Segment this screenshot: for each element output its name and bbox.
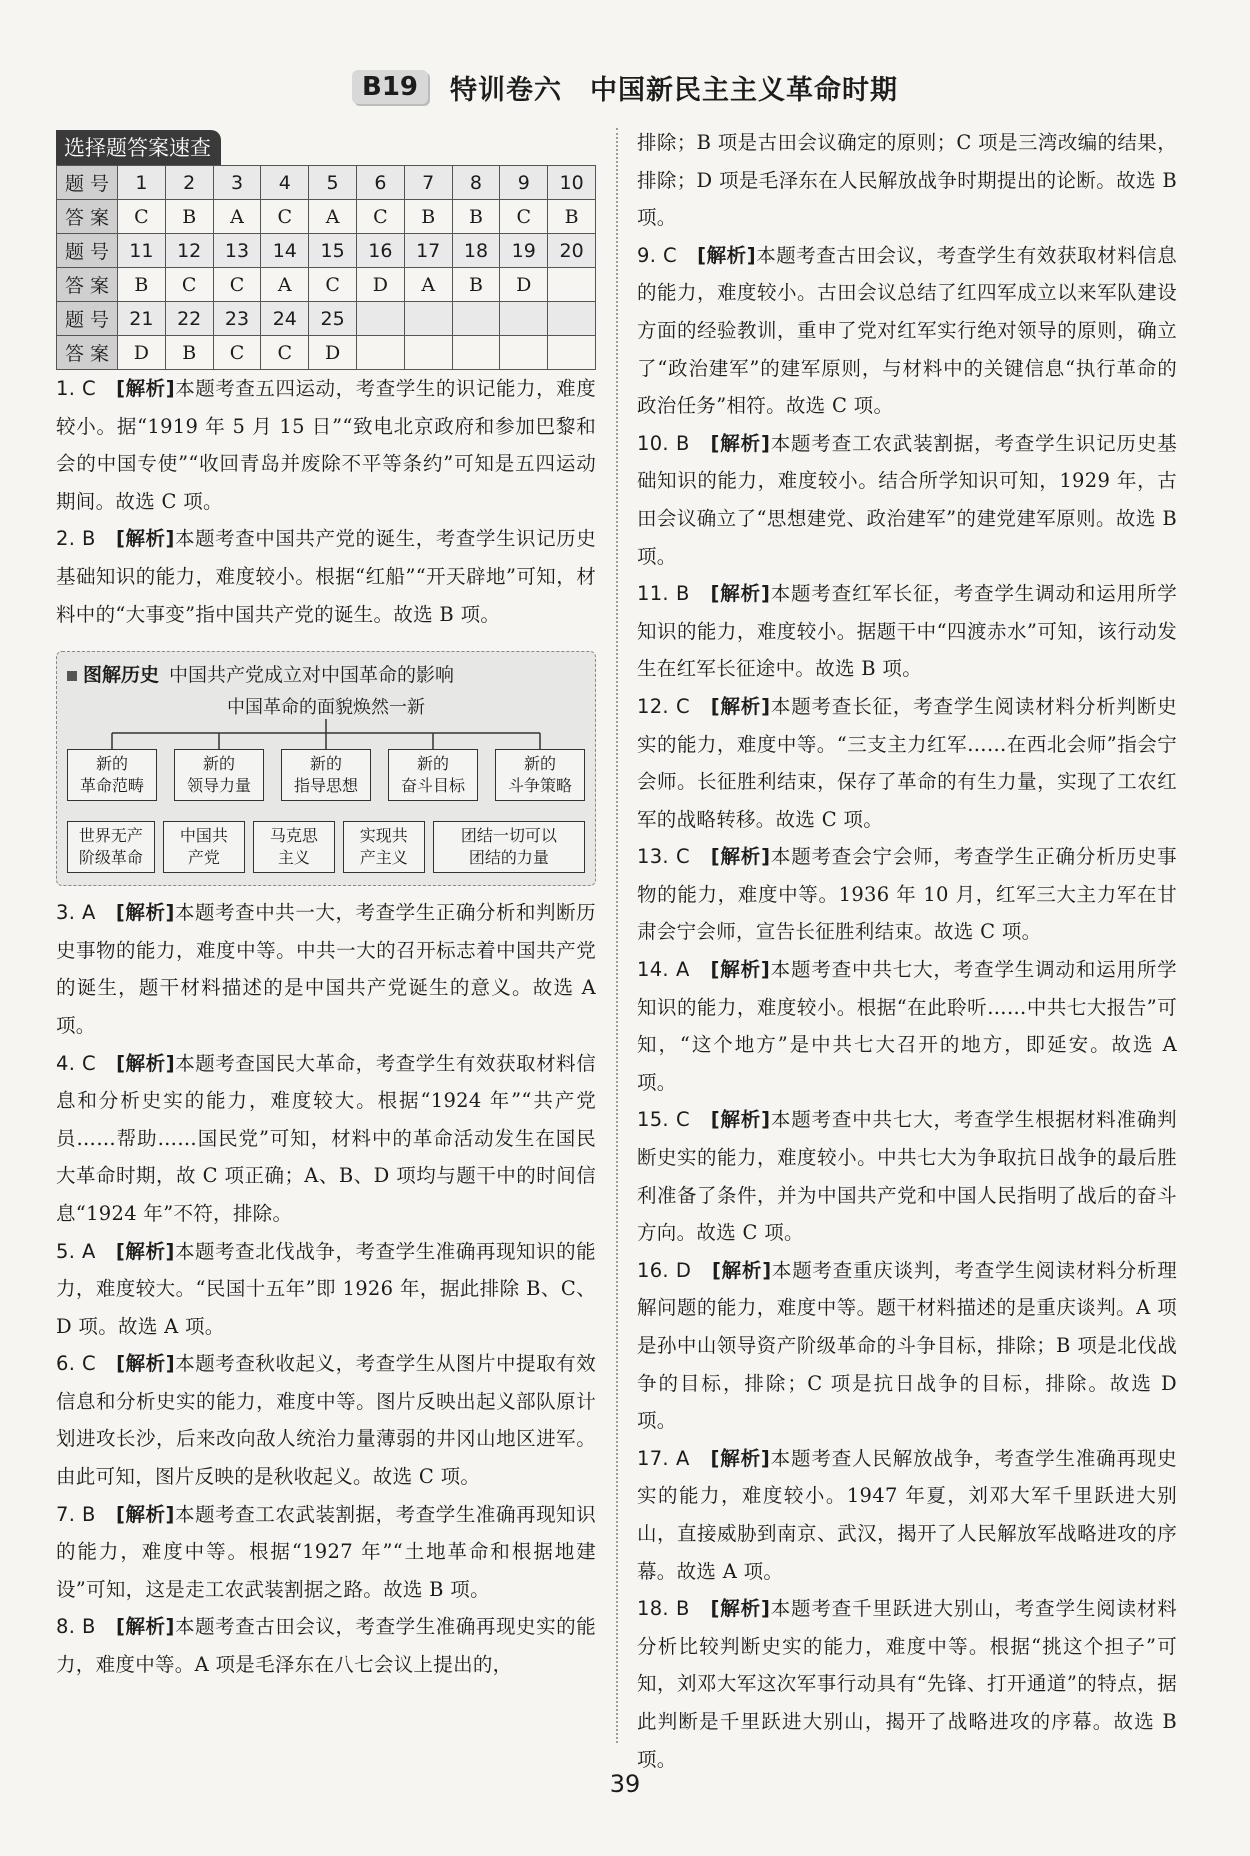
item-text: 本题考查古田会议，考查学生准确再现史实的能力，难度中等。A 项是毛泽东在八七会议上提出的， [56, 1615, 597, 1677]
diagram-connectors [67, 719, 585, 749]
row-label: 题 号 [57, 234, 118, 268]
item-text: 本题考查秋收起义，考查学生从图片中提取有效信息和分析史实的能力，难度中等。图片反映出起义部队原计划进攻长沙，后来改向敌人统治力量薄弱的井冈山地区进军。由此可知，图片反映的是秋收起义。故选 C 项。 [56, 1352, 596, 1489]
answer-cell: A [404, 268, 452, 302]
analysis-tag: [解析] [115, 1615, 175, 1639]
diagram-label: 图解历史 [83, 664, 160, 687]
row-label: 题 号 [57, 302, 118, 336]
question-number-cell: 8 [452, 166, 500, 200]
item-number: 7. B [56, 1502, 116, 1526]
answer-row [57, 268, 596, 302]
item-text: 本题考查北伐战争，考查学生准确再现知识的能力，难度较大。“民国十五年”即 1926 年，据此排除 B、C、D 项。故选 A 项。 [56, 1239, 596, 1338]
question-number-cell: 17 [404, 234, 452, 268]
analysis-tag: [解析] [116, 1051, 175, 1075]
answer-cell: A [213, 200, 261, 234]
item-number: 2. B [56, 527, 116, 551]
analysis-tag: [解析] [710, 582, 771, 606]
item-number: 11. B [637, 582, 711, 606]
question-number-cell [404, 302, 452, 336]
question-number-cell: 25 [309, 302, 357, 336]
analysis-tag: [解析] [710, 1108, 771, 1132]
item-number: 10. B [637, 431, 711, 455]
explanation-item [56, 1608, 596, 1683]
analysis-tag: [解析] [115, 1239, 175, 1263]
explanation-item [637, 575, 1177, 688]
item-number: 8. B [56, 1615, 116, 1639]
answer-cell: B [452, 200, 500, 234]
item-number: 12. C [637, 694, 711, 718]
page-header [0, 62, 1250, 112]
analysis-tag: [解析] [116, 1352, 175, 1376]
explanations-right [637, 237, 1177, 1778]
question-number-row [57, 166, 596, 200]
item-number: 13. C [637, 845, 711, 869]
question-number-cell: 2 [165, 166, 213, 200]
diagram-title: 中国共产党成立对中国革命的影响 [169, 664, 455, 687]
item-text: 本题考查人民解放战争，考查学生准确再现史实的能力，难度较小。1947 年夏，刘邓大军千里跃进大别山，直接威胁到南京、武汉，揭开了人民解放军战略进攻的序幕。故选 A 项。 [637, 1446, 1177, 1583]
question-number-cell: 11 [118, 234, 166, 268]
question-number-cell: 9 [500, 166, 548, 200]
explanation-item [637, 688, 1177, 838]
analysis-tag: [解析] [710, 958, 771, 982]
explanation-item [56, 894, 596, 1044]
answer-cell: C [213, 336, 261, 370]
item-text: 本题考查中共一大，考查学生正确分析和判断历史事物的能力，难度中等。中共一大的召开标志着中国共产党的诞生，题干材料描述的是中国共产党诞生的意义。故选 A 项。 [56, 901, 596, 1037]
analysis-tag: [解析] [115, 527, 175, 551]
analysis-tag: [解析] [710, 845, 771, 869]
question-number-cell: 21 [118, 302, 166, 336]
page-title: 特训卷六 中国新民主主义革命时期 [450, 74, 898, 106]
diagram-node: 新的 领导力量 [174, 749, 264, 801]
diagram-node: 团结一切可以 团结的力量 [433, 821, 585, 873]
item-number: 3. A [56, 901, 116, 925]
question-number-cell: 19 [500, 234, 548, 268]
item-text: 本题考查重庆谈判，考查学生阅读材料分析理解问题的能力，难度中等。题干材料描述的是重庆谈判。A 项是孙中山领导资产阶级革命的斗争目标，排除；B 项是北伐战争的目标，排除；C 项是抗日战争的目标，排除。故选 D 项。 [637, 1258, 1177, 1433]
explanation-item [637, 1590, 1177, 1778]
explanation-item [637, 237, 1177, 425]
question-number-cell: 12 [165, 234, 213, 268]
answer-cell: B [404, 200, 452, 234]
diagram-header [67, 660, 585, 687]
diagram-node: 新的 指导思想 [281, 749, 371, 801]
explanation-item [637, 425, 1177, 575]
diagram-row-2 [67, 821, 585, 873]
quick-answers-label: 选择题答案速查 [56, 130, 221, 165]
item-text: 本题考查中国共产党的诞生，考查学生识记历史基础知识的能力，难度较小。根据“红船”“开天辟地”可知，材料中的“大事变”指中国共产党的诞生。故选 B 项。 [56, 527, 597, 626]
answer-cell: A [261, 268, 309, 302]
question-number-cell: 1 [118, 166, 166, 200]
page-number: 39 [609, 1770, 641, 1798]
item-text: 本题考查工农武装割据，考查学生识记历史基础知识的能力，难度较小。结合所学知识可知，1929 年，古田会议确立了“思想建党、政治建军”的建党建军原则。故选 B 项。 [637, 431, 1177, 568]
question-number-cell [356, 302, 404, 336]
explanation-item [637, 1252, 1177, 1440]
explanation-item [637, 951, 1177, 1101]
answer-cell [404, 336, 452, 370]
answer-cell: C [213, 268, 261, 302]
answer-cell [548, 336, 596, 370]
answer-row [57, 200, 596, 234]
item-text: 本题考查长征，考查学生阅读材料分析判断史实的能力，难度中等。“三支主力红军……在西北会师”指会宁会师。长征胜利结束，保存了革命的有生力量，实现了工农红军的战略转移。故选 C 项。 [637, 694, 1177, 831]
answer-cell [452, 336, 500, 370]
explanation-item [56, 1045, 596, 1233]
explanation-item [637, 1101, 1177, 1251]
analysis-tag: [解析] [115, 901, 175, 925]
item-text: 本题考查中共七大，考查学生调动和运用所学知识的能力，难度较小。根据“在此聆听……中共七大报告”可知，“这个地方”是中共七大召开的地方，即延安。故选 A 项。 [637, 958, 1177, 1094]
item-number: 4. C [56, 1051, 117, 1075]
question-number-cell: 20 [548, 234, 596, 268]
analysis-tag: [解析] [697, 243, 756, 267]
question-number-cell: 7 [404, 166, 452, 200]
item-number: 14. A [637, 958, 711, 982]
item-text: 本题考查五四运动，考查学生的识记能力，难度较小。据“1919 年 5 月 15 日”“致电北京政府和参加巴黎和会的中国专使”“收回青岛并废除不平等条约”可知是五四运动期间。故选 C 项。 [56, 377, 596, 513]
item-text: 本题考查红军长征，考查学生调动和运用所学知识的能力，难度较小。据题干中“四渡赤水”可知，该行动发生在红军长征途中。故选 B 项。 [637, 582, 1177, 681]
item-number: 17. A [637, 1446, 711, 1470]
item-text: 本题考查工农武装割据，考查学生准确再现知识的能力，难度中等。根据“1927 年”“土地革命和根据地建设”可知，这是走工农武装割据之路。故选 B 项。 [56, 1502, 597, 1601]
analysis-tag: [解析] [710, 431, 771, 455]
answer-cell [500, 336, 548, 370]
row-label: 题 号 [57, 166, 118, 200]
item-number: 16. D [637, 1258, 712, 1282]
answer-cell: B [452, 268, 500, 302]
row-label: 答 案 [57, 268, 118, 302]
column-divider [616, 128, 618, 1743]
diagram-node: 新的 奋斗目标 [388, 749, 478, 801]
question-number-cell: 5 [309, 166, 357, 200]
item-text: 本题考查中共七大，考查学生根据材料准确判断史实的能力，难度较小。中共七大为争取抗日战争的最后胜利准备了条件，并为中国共产党和中国人民指明了战后的奋斗方向。故选 C 项。 [637, 1108, 1177, 1245]
item-text: 本题考查国民大革命，考查学生有效获取材料信息和分析史实的能力，难度较大。根据“1924 年”“共产党员……帮助……国民党”可知，材料中的革命活动发生在国民大革命时期，故 C 项正确；A、B、D 项均与题干中的时间信息“1924 年”不符，排除。 [56, 1051, 596, 1225]
item-number: 6. C [56, 1352, 117, 1376]
analysis-tag: [解析] [710, 694, 771, 718]
answer-cell: D [356, 268, 404, 302]
answer-cell [548, 268, 596, 302]
row-label: 答 案 [57, 336, 118, 370]
item-number: 15. C [637, 1108, 711, 1132]
explanation-item [56, 1496, 596, 1609]
question-number-cell [500, 302, 548, 336]
answer-cell: A [309, 200, 357, 234]
square-bullet-icon [67, 671, 77, 681]
item-text: 本题考查千里跃进大别山，考查学生阅读材料分析比较判断史实的能力，难度中等。根据“挑这个担子”可知，刘邓大军这次军事行动具有“先锋、打开通道”的特点，据此判断是千里跃进大别山，揭开了战略进攻的序幕。故选 B 项。 [637, 1597, 1177, 1771]
answer-table [56, 165, 596, 370]
answer-cell: C [118, 200, 166, 234]
diagram-node: 实现共 产主义 [343, 821, 425, 873]
question-number-cell: 15 [309, 234, 357, 268]
right-column [637, 124, 1177, 1778]
answer-cell: B [165, 200, 213, 234]
question-number-row [57, 234, 596, 268]
question-number-cell: 4 [261, 166, 309, 200]
answer-cell: D [309, 336, 357, 370]
answer-cell [356, 336, 404, 370]
diagram-node: 马克思 主义 [253, 821, 335, 873]
row-label: 答 案 [57, 200, 118, 234]
answer-row [57, 336, 596, 370]
item-number: 1. C [56, 377, 117, 400]
answer-cell: B [118, 268, 166, 302]
analysis-tag: [解析] [710, 1597, 771, 1621]
diagram-top-node: 中国革命的面貌焕然一新 [227, 697, 425, 719]
answer-cell: C [261, 336, 309, 370]
analysis-tag: [解析] [116, 377, 175, 400]
question-number-cell: 22 [165, 302, 213, 336]
question-number-cell: 23 [213, 302, 261, 336]
question-number-cell [548, 302, 596, 336]
explanation-item [637, 838, 1177, 951]
answer-cell: B [165, 336, 213, 370]
analysis-tag: [解析] [711, 1258, 772, 1282]
history-diagram [56, 651, 596, 886]
explanations-left-2 [56, 894, 596, 1683]
question-number-cell: 3 [213, 166, 261, 200]
question-number-cell: 14 [261, 234, 309, 268]
diagram-node: 世界无产 阶级革命 [67, 821, 155, 873]
explanations-left-1 [56, 370, 596, 633]
answer-cell: D [500, 268, 548, 302]
analysis-tag: [解析] [115, 1502, 175, 1526]
explanation-item [56, 370, 596, 520]
item-number: 9. C [637, 243, 698, 267]
explanation-item [56, 520, 596, 633]
question-number-cell: 10 [548, 166, 596, 200]
question-number-cell: 13 [213, 234, 261, 268]
answer-cell: C [500, 200, 548, 234]
left-column [56, 130, 596, 1684]
explanation-item [637, 1440, 1177, 1590]
section-code: B19 [352, 70, 428, 104]
answer-cell: B [548, 200, 596, 234]
question-number-cell: 16 [356, 234, 404, 268]
answer-cell: C [356, 200, 404, 234]
question-number-cell: 18 [452, 234, 500, 268]
question-number-row [57, 302, 596, 336]
question-number-cell: 6 [356, 166, 404, 200]
question-number-cell [452, 302, 500, 336]
answer-cell: C [165, 268, 213, 302]
answer-cell: D [118, 336, 166, 370]
item-text: 本题考查会宁会师，考查学生正确分析历史事物的能力，难度中等。1936 年 10 月，红军三大主力军在甘肃会宁会师，宣告长征胜利结束。故选 C 项。 [637, 845, 1177, 944]
question-number-cell: 24 [261, 302, 309, 336]
analysis-tag: [解析] [710, 1446, 771, 1470]
diagram-node: 新的 斗争策略 [495, 749, 585, 801]
explanation-item [56, 1345, 596, 1495]
item-number: 5. A [56, 1239, 116, 1263]
explanation-item [56, 1233, 596, 1346]
item-text: 本题考查古田会议，考查学生有效获取材料信息的能力，难度较小。古田会议总结了红四军成立以来军队建设方面的经验教训，重申了党对红军实行绝对领导的原则，确立了“政治建军”的建军原则，与材料中的关键信息“执行革命的政治任务”相符。故选 C 项。 [637, 243, 1177, 418]
diagram-node: 新的 革命范畴 [67, 749, 157, 801]
diagram-row-1 [67, 749, 585, 801]
item-number: 18. B [637, 1597, 711, 1621]
continued-text: 排除；B 项是古田会议确定的原则；C 项是三湾改编的结果，排除；D 项是毛泽东在人民解放战争时期提出的论断。故选 B 项。 [637, 131, 1177, 230]
answer-cell: C [261, 200, 309, 234]
diagram-node: 中国共 产党 [163, 821, 245, 873]
answer-cell: C [309, 268, 357, 302]
